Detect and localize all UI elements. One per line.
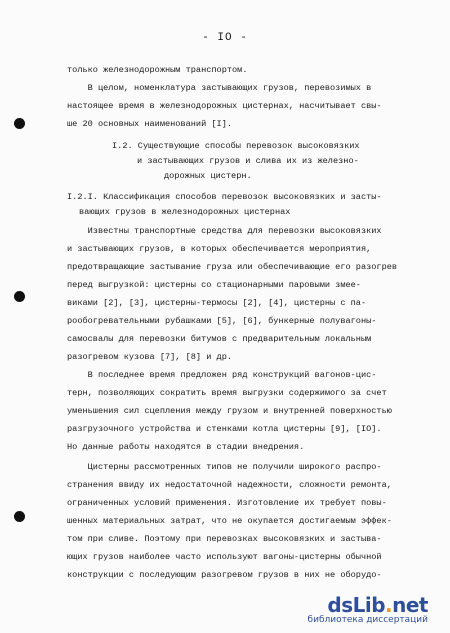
text-line: предотвращающие застывание груза или обеспечивающие его разогрев <box>67 262 398 272</box>
punch-hole <box>14 118 25 129</box>
text-line: странения ввиду их недостаточной надежности, сложности ремонта, <box>67 480 392 490</box>
logo-dot: . <box>385 593 393 617</box>
subsection-heading-line: I.2.I. Классификация способов перевозок высоковязких и засты- <box>67 192 382 202</box>
logo-subtitle: библиотека диссертаций <box>307 615 428 625</box>
text-line: шенных материальных затрат, что не окупается достигаемым эффек- <box>67 516 392 526</box>
text-line: разгрузочного устройства и стенками котла цистерны [9], [IO]. <box>67 424 382 434</box>
text-line: В целом, номенклатура застывающих грузов, перевозимых в <box>67 83 372 93</box>
subsection-heading-line: вающих грузов в железнодорожных цистернах <box>79 207 291 217</box>
text-line: разогревом кузова [7], [8] и др. <box>67 352 233 362</box>
text-line: ющих грузов наиболее часто используют вагоны-цистерны обычной <box>67 552 382 562</box>
text-line: Но данные работы находятся в стадии внедрения. <box>67 442 305 452</box>
punch-hole <box>14 291 25 302</box>
text-line: только железнодорожным транспортом. <box>67 65 248 75</box>
text-line: и застывающих грузов, в которых обеспечивается мероприятия, <box>67 244 372 254</box>
text-line: перед выгрузкой: цистерны со стационарными паровыми змее- <box>67 280 361 290</box>
punch-hole <box>14 511 25 522</box>
text-line: уменьшения сил сцепления между грузом и внутренней поверхностью <box>67 406 392 416</box>
text-line: терн, позволяющих сократить время выгрузки содержимого за счет <box>67 388 387 398</box>
section-heading-line: и застывающих грузов и слива их из железно- <box>137 156 359 166</box>
text-line: виками [2], [3], цистерны-термосы [2], [4], цистерны с па- <box>67 298 367 308</box>
text-line: рообогревательными рубашками [5], [6], бункерные полувагоны- <box>67 316 377 326</box>
text-line: конструкции с последующим разогревом грузов в них не оборудо- <box>67 570 382 580</box>
text-line: Цистерны рассмотренных типов не получили широкого распро- <box>67 462 382 472</box>
section-heading-line: I.2. Существующие способы перевозок высоковязких <box>112 141 360 151</box>
text-line: Известны транспортные средства для перевозки высоковязких <box>67 226 382 236</box>
text-line: ограниченных условий применения. Изготовление их требует повы- <box>67 498 387 508</box>
dslib-logo <box>298 593 428 617</box>
text-line: ше 20 основных наименований [I]. <box>67 119 233 129</box>
logo-main-text: dsLib <box>327 593 386 617</box>
text-line: самосвалы для перевозки битумов с предварительным локальным <box>67 334 372 344</box>
page-number: - IO - <box>202 32 248 44</box>
watermark-logo <box>298 593 428 625</box>
text-line: В последнее время предложен ряд конструкций вагонов-цис- <box>67 370 377 380</box>
text-line: том при сливе. Поэтому при перевозках высоковязких и застыва- <box>67 534 382 544</box>
section-heading-line: дорожных цистерн. <box>164 171 252 181</box>
logo-tld-text: net <box>392 593 428 617</box>
text-line: настоящее время в железнодорожных цистернах, насчитывает свы- <box>67 101 382 111</box>
